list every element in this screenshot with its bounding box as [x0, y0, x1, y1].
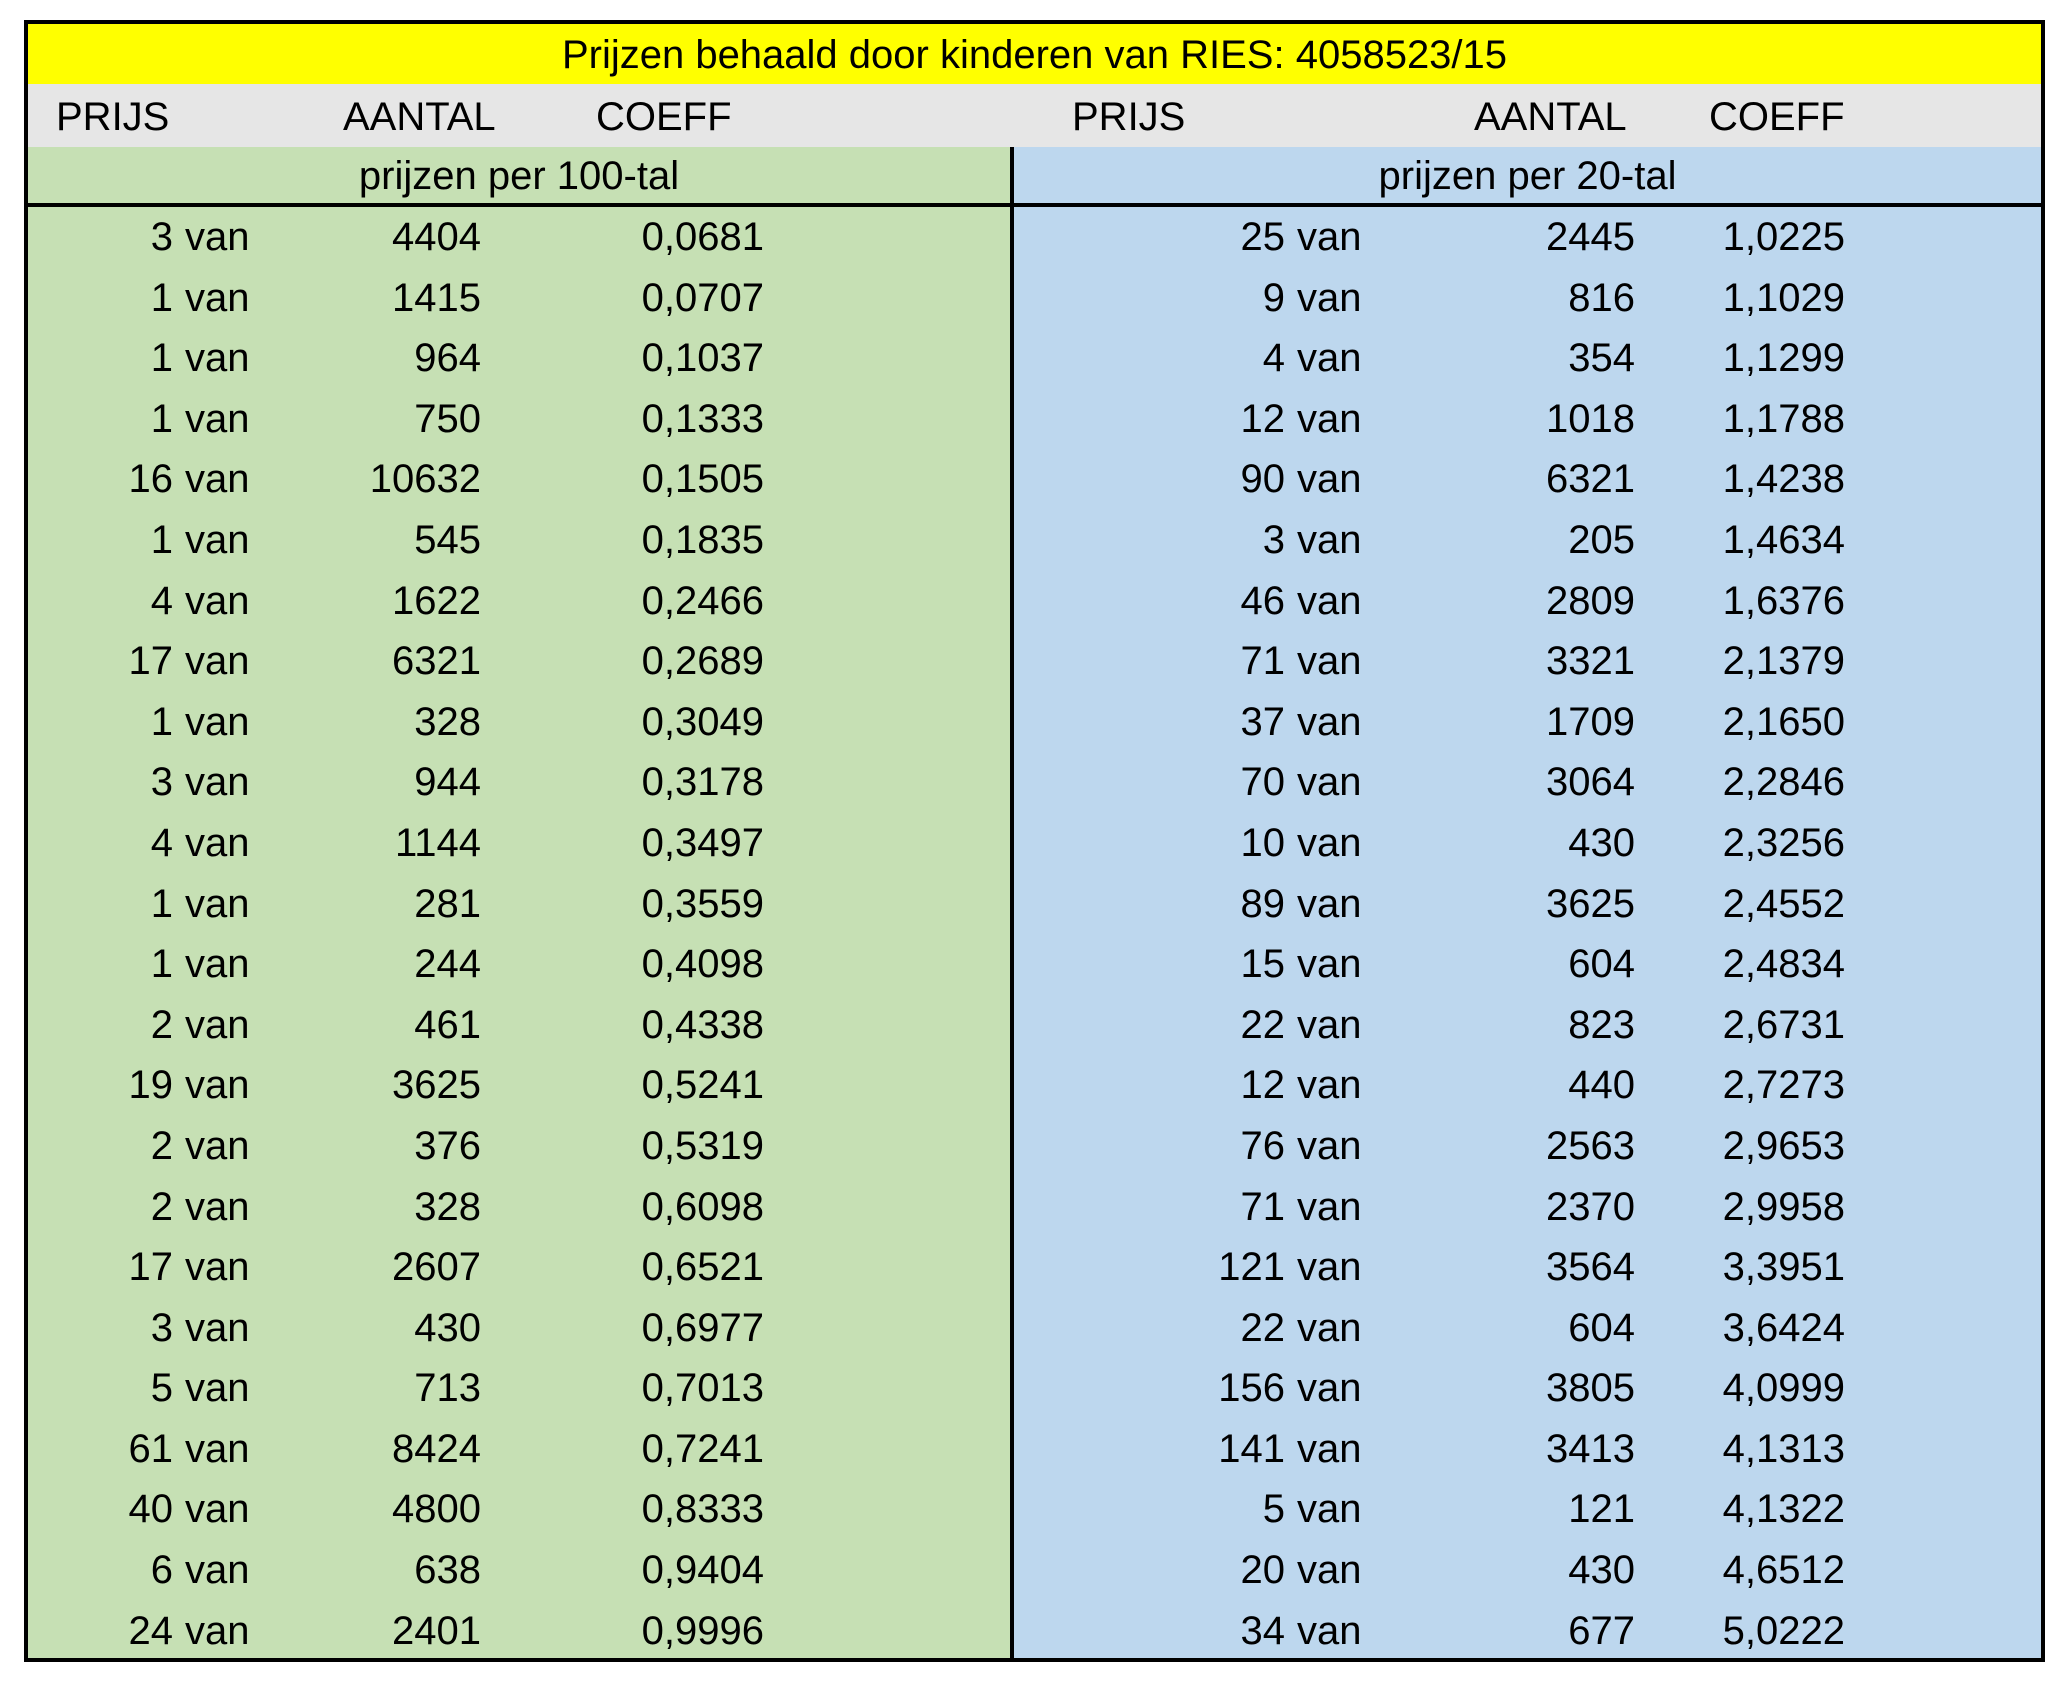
table-row: [28, 1237, 1010, 1298]
coeff-cell: 1,4238: [1722, 457, 1845, 502]
van-label: van: [185, 1002, 250, 1047]
van-label: van: [1297, 1184, 1362, 1229]
prijs-cell: 4: [150, 820, 173, 865]
table-row: [28, 1055, 1010, 1116]
van-label: van: [1297, 517, 1362, 562]
van-label: van: [185, 1608, 250, 1653]
aantal-cell: 461: [414, 1002, 481, 1047]
coeff-cell: 5,0222: [1722, 1608, 1845, 1653]
prijs-cell: 6: [150, 1548, 173, 1593]
prijs-cell: 141: [1218, 1426, 1285, 1471]
coeff-cell: 2,4552: [1722, 881, 1845, 926]
van-label: van: [1297, 1426, 1362, 1471]
prijs-cell: 5: [150, 1366, 173, 1411]
aantal-cell: 1622: [392, 578, 481, 623]
van-label: van: [1297, 942, 1362, 987]
table-row: [1014, 1116, 2041, 1177]
van-label: van: [1297, 881, 1362, 926]
prijs-cell: 71: [1240, 1184, 1285, 1229]
van-label: van: [185, 1063, 250, 1108]
prijs-cell: 90: [1240, 457, 1285, 502]
aantal-cell: 1144: [394, 820, 481, 865]
van-label: van: [185, 881, 250, 926]
coeff-cell: 2,6731: [1722, 1002, 1845, 1047]
table-row: [1014, 752, 2041, 813]
coeff-cell: 0,3049: [641, 699, 764, 744]
aantal-cell: 944: [414, 760, 481, 805]
van-label: van: [1297, 1548, 1362, 1593]
table-row: [1014, 631, 2041, 692]
prijs-cell: 24: [128, 1608, 173, 1653]
coeff-cell: 0,5319: [641, 1123, 764, 1168]
aantal-cell: 604: [1568, 1305, 1635, 1350]
van-label: van: [1297, 457, 1362, 502]
aantal-cell: 3564: [1546, 1245, 1635, 1290]
van-label: van: [185, 336, 250, 381]
coeff-cell: 2,7273: [1722, 1063, 1845, 1108]
table-row: [28, 449, 1010, 510]
table-row: [1014, 874, 2041, 935]
coeff-cell: 2,4834: [1722, 942, 1845, 987]
coeff-cell: 0,1037: [641, 336, 764, 381]
table-row: [28, 1298, 1010, 1359]
prijs-cell: 3: [150, 760, 173, 805]
van-label: van: [1297, 336, 1362, 381]
prijs-cell: 40: [128, 1487, 173, 1532]
table-row: [28, 571, 1010, 632]
aantal-cell: 2445: [1546, 215, 1635, 259]
coeff-cell: 2,1379: [1722, 639, 1845, 684]
prijs-cell: 3: [150, 215, 173, 259]
table-row: [1014, 1298, 2041, 1359]
coeff-cell: 1,0225: [1722, 215, 1845, 259]
prijs-cell: 1: [150, 881, 173, 926]
table-row: [1014, 813, 2041, 874]
header-left-prijs: PRIJS: [56, 95, 170, 139]
prijs-cell: 17: [128, 1245, 173, 1290]
table-row: [28, 1358, 1010, 1419]
van-label: van: [1297, 1063, 1362, 1108]
van-label: van: [1297, 1487, 1362, 1532]
prijs-cell: 1: [150, 517, 173, 562]
header-right-aantal: AANTAL: [1474, 95, 1627, 139]
aantal-cell: 2563: [1546, 1123, 1635, 1168]
aantal-cell: 4800: [392, 1487, 481, 1532]
table-row: [1014, 389, 2041, 450]
coeff-cell: 3,6424: [1722, 1305, 1845, 1350]
coeff-cell: 0,4338: [641, 1002, 764, 1047]
van-label: van: [185, 396, 250, 441]
prijs-cell: 5: [1262, 1487, 1285, 1532]
prijs-cell: 121: [1218, 1245, 1285, 1290]
aantal-cell: 376: [414, 1123, 481, 1168]
table-row: [1014, 1237, 2041, 1298]
table-row: [1014, 207, 2041, 268]
prijs-cell: 12: [1240, 396, 1285, 441]
van-label: van: [1297, 820, 1362, 865]
coeff-cell: 0,4098: [641, 942, 764, 987]
table-row: [1014, 1177, 2041, 1238]
van-label: van: [185, 275, 250, 320]
table-row: [1014, 1055, 2041, 1116]
van-label: van: [1297, 639, 1362, 684]
section-title-100-tal: prijzen per 100-tal: [28, 147, 1010, 207]
prijs-cell: 70: [1240, 760, 1285, 805]
table-row: [28, 1116, 1010, 1177]
table-row: [1014, 692, 2041, 753]
coeff-cell: 0,6977: [641, 1305, 764, 1350]
van-label: van: [185, 639, 250, 684]
aantal-cell: 2607: [392, 1245, 481, 1290]
aantal-cell: 4404: [392, 215, 481, 259]
prijs-cell: 25: [1240, 215, 1285, 259]
coeff-cell: 2,3256: [1722, 820, 1845, 865]
van-label: van: [1297, 578, 1362, 623]
aantal-cell: 440: [1568, 1063, 1635, 1108]
van-label: van: [1297, 396, 1362, 441]
table-row: [28, 207, 1010, 268]
van-label: van: [1297, 1608, 1362, 1653]
table-row: [1014, 571, 2041, 632]
aantal-cell: 964: [414, 336, 481, 381]
van-label: van: [185, 1487, 250, 1532]
coeff-cell: 1,6376: [1722, 578, 1845, 623]
aantal-cell: 354: [1568, 336, 1635, 381]
aantal-cell: 6321: [392, 639, 481, 684]
prijs-cell: 17: [128, 639, 173, 684]
coeff-cell: 0,7013: [641, 1366, 764, 1411]
prijs-cell: 4: [1262, 336, 1285, 381]
aantal-cell: 8424: [392, 1426, 481, 1471]
aantal-cell: 2370: [1546, 1184, 1635, 1229]
table-row: [1014, 1358, 2041, 1419]
table-row: [1014, 1419, 2041, 1480]
aantal-cell: 750: [414, 396, 481, 441]
van-label: van: [1297, 1245, 1362, 1290]
prijs-cell: 61: [128, 1426, 173, 1471]
aantal-cell: 430: [414, 1305, 481, 1350]
column-header-row: [28, 84, 2041, 151]
coeff-cell: 0,2689: [641, 639, 764, 684]
table-row: [1014, 1601, 2041, 1662]
prijs-cell: 12: [1240, 1063, 1285, 1108]
prijs-cell: 37: [1240, 699, 1285, 744]
prijs-cell: 2: [150, 1184, 173, 1229]
table-row: [28, 692, 1010, 753]
van-label: van: [185, 457, 250, 502]
right-rows: [1014, 207, 2041, 1661]
coeff-cell: 0,1835: [641, 517, 764, 562]
aantal-cell: 1709: [1546, 699, 1635, 744]
coeff-cell: 0,9996: [641, 1608, 764, 1653]
van-label: van: [185, 1184, 250, 1229]
van-label: van: [1297, 275, 1362, 320]
table-row: [28, 752, 1010, 813]
header-right-coeff: COEFF: [1709, 95, 1845, 139]
table-row: [1014, 934, 2041, 995]
prijs-cell: 10: [1240, 820, 1285, 865]
aantal-cell: 2809: [1546, 578, 1635, 623]
aantal-cell: 281: [414, 881, 481, 926]
prijs-cell: 22: [1240, 1305, 1285, 1350]
aantal-cell: 244: [414, 942, 481, 987]
table-row: [28, 1601, 1010, 1662]
coeff-cell: 4,1313: [1722, 1426, 1845, 1471]
prijs-cell: 76: [1240, 1123, 1285, 1168]
coeff-cell: 3,3951: [1722, 1245, 1845, 1290]
prijs-cell: 1: [150, 699, 173, 744]
aantal-cell: 10632: [369, 457, 481, 502]
aantal-cell: 713: [414, 1366, 481, 1411]
table-row: [28, 874, 1010, 935]
header-left-coeff: COEFF: [596, 95, 732, 139]
van-label: van: [1297, 760, 1362, 805]
aantal-cell: 430: [1568, 1548, 1635, 1593]
coeff-cell: 0,1505: [641, 457, 764, 502]
prijs-cell: 22: [1240, 1002, 1285, 1047]
van-label: van: [1297, 1305, 1362, 1350]
prijs-cell: 19: [128, 1063, 173, 1108]
aantal-cell: 205: [1568, 517, 1635, 562]
section-per-20-tal: [1014, 147, 2041, 1662]
table-title: Prijzen behaald door kinderen van RIES: 4058523/15: [28, 24, 2041, 84]
coeff-cell: 0,2466: [641, 578, 764, 623]
aantal-cell: 328: [414, 1184, 481, 1229]
aantal-cell: 816: [1568, 275, 1635, 320]
van-label: van: [185, 215, 250, 259]
coeff-cell: 1,1299: [1722, 336, 1845, 381]
aantal-cell: 3064: [1546, 760, 1635, 805]
section-per-100-tal: [28, 147, 1014, 1662]
aantal-cell: 3625: [392, 1063, 481, 1108]
prijs-cell: 71: [1240, 639, 1285, 684]
coeff-cell: 0,1333: [641, 396, 764, 441]
coeff-cell: 2,9958: [1722, 1184, 1845, 1229]
prijs-cell: 3: [1262, 517, 1285, 562]
prijs-cell: 1: [150, 275, 173, 320]
prijs-cell: 16: [128, 457, 173, 502]
aantal-cell: 3805: [1546, 1366, 1635, 1411]
coeff-cell: 0,8333: [641, 1487, 764, 1532]
aantal-cell: 2401: [392, 1608, 481, 1653]
table-row: [1014, 995, 2041, 1056]
prijs-cell: 2: [150, 1123, 173, 1168]
aantal-cell: 545: [414, 517, 481, 562]
coeff-cell: 1,1788: [1722, 396, 1845, 441]
prijs-cell: 15: [1240, 942, 1285, 987]
aantal-cell: 604: [1568, 942, 1635, 987]
table-row: [28, 1177, 1010, 1238]
prijs-cell: 4: [150, 578, 173, 623]
table-row: [28, 995, 1010, 1056]
coeff-cell: 0,5241: [641, 1063, 764, 1108]
table-row: [1014, 1479, 2041, 1540]
table-row: [1014, 328, 2041, 389]
prijs-cell: 2: [150, 1002, 173, 1047]
prijs-cell: 34: [1240, 1608, 1285, 1653]
section-title-20-tal: prijzen per 20-tal: [1014, 147, 2041, 207]
table-row: [28, 268, 1010, 329]
coeff-cell: 0,9404: [641, 1548, 764, 1593]
aantal-cell: 3625: [1546, 881, 1635, 926]
table-row: [28, 813, 1010, 874]
coeff-cell: 0,6521: [641, 1245, 764, 1290]
aantal-cell: 1018: [1546, 396, 1635, 441]
table-row: [28, 328, 1010, 389]
aantal-cell: 6321: [1546, 457, 1635, 502]
coeff-cell: 0,0707: [641, 275, 764, 320]
aantal-cell: 3413: [1546, 1426, 1635, 1471]
coeff-cell: 1,4634: [1722, 517, 1845, 562]
header-right-prijs: PRIJS: [1072, 95, 1186, 139]
aantal-cell: 677: [1568, 1608, 1635, 1653]
aantal-cell: 430: [1568, 820, 1635, 865]
van-label: van: [185, 699, 250, 744]
van-label: van: [1297, 1123, 1362, 1168]
prijs-cell: 1: [150, 942, 173, 987]
coeff-cell: 0,3497: [641, 820, 764, 865]
aantal-cell: 823: [1568, 1002, 1635, 1047]
coeff-cell: 0,3559: [641, 881, 764, 926]
table-row: [1014, 1540, 2041, 1601]
van-label: van: [185, 1305, 250, 1350]
table-row: [28, 631, 1010, 692]
van-label: van: [185, 1366, 250, 1411]
prijs-cell: 89: [1240, 881, 1285, 926]
coeff-cell: 2,1650: [1722, 699, 1845, 744]
table-row: [28, 510, 1010, 571]
van-label: van: [185, 820, 250, 865]
aantal-cell: 1415: [392, 275, 481, 320]
coeff-cell: 4,6512: [1722, 1548, 1845, 1593]
table-row: [1014, 510, 2041, 571]
header-left-aantal: AANTAL: [343, 95, 496, 139]
coeff-cell: 2,9653: [1722, 1123, 1845, 1168]
van-label: van: [185, 1426, 250, 1471]
table-row: [28, 1419, 1010, 1480]
coeff-cell: 0,7241: [641, 1426, 764, 1471]
table-row: [1014, 449, 2041, 510]
van-label: van: [1297, 215, 1362, 259]
table-row: [28, 1540, 1010, 1601]
van-label: van: [1297, 1366, 1362, 1411]
van-label: van: [1297, 699, 1362, 744]
table-row: [1014, 268, 2041, 329]
van-label: van: [1297, 1002, 1362, 1047]
prijs-cell: 1: [150, 396, 173, 441]
coeff-cell: 4,0999: [1722, 1366, 1845, 1411]
coeff-cell: 1,1029: [1722, 275, 1845, 320]
prijs-cell: 156: [1218, 1366, 1285, 1411]
prijs-cell: 20: [1240, 1548, 1285, 1593]
coeff-cell: 0,0681: [641, 215, 764, 259]
coeff-cell: 2,2846: [1722, 760, 1845, 805]
prijs-cell: 3: [150, 1305, 173, 1350]
prijs-cell: 1: [150, 336, 173, 381]
van-label: van: [185, 578, 250, 623]
coeff-cell: 0,6098: [641, 1184, 764, 1229]
van-label: van: [185, 1245, 250, 1290]
coeff-cell: 0,3178: [641, 760, 764, 805]
van-label: van: [185, 760, 250, 805]
van-label: van: [185, 1548, 250, 1593]
van-label: van: [185, 1123, 250, 1168]
van-label: van: [185, 942, 250, 987]
prijs-cell: 46: [1240, 578, 1285, 623]
table-row: [28, 1479, 1010, 1540]
coeff-cell: 4,1322: [1722, 1487, 1845, 1532]
prijs-cell: 9: [1262, 275, 1285, 320]
aantal-cell: 328: [414, 699, 481, 744]
table-row: [28, 934, 1010, 995]
left-rows: [28, 207, 1010, 1661]
aantal-cell: 638: [414, 1548, 481, 1593]
table-row: [28, 389, 1010, 450]
aantal-cell: 3321: [1546, 639, 1635, 684]
results-table: [24, 20, 2045, 1662]
van-label: van: [185, 517, 250, 562]
aantal-cell: 121: [1568, 1487, 1635, 1532]
